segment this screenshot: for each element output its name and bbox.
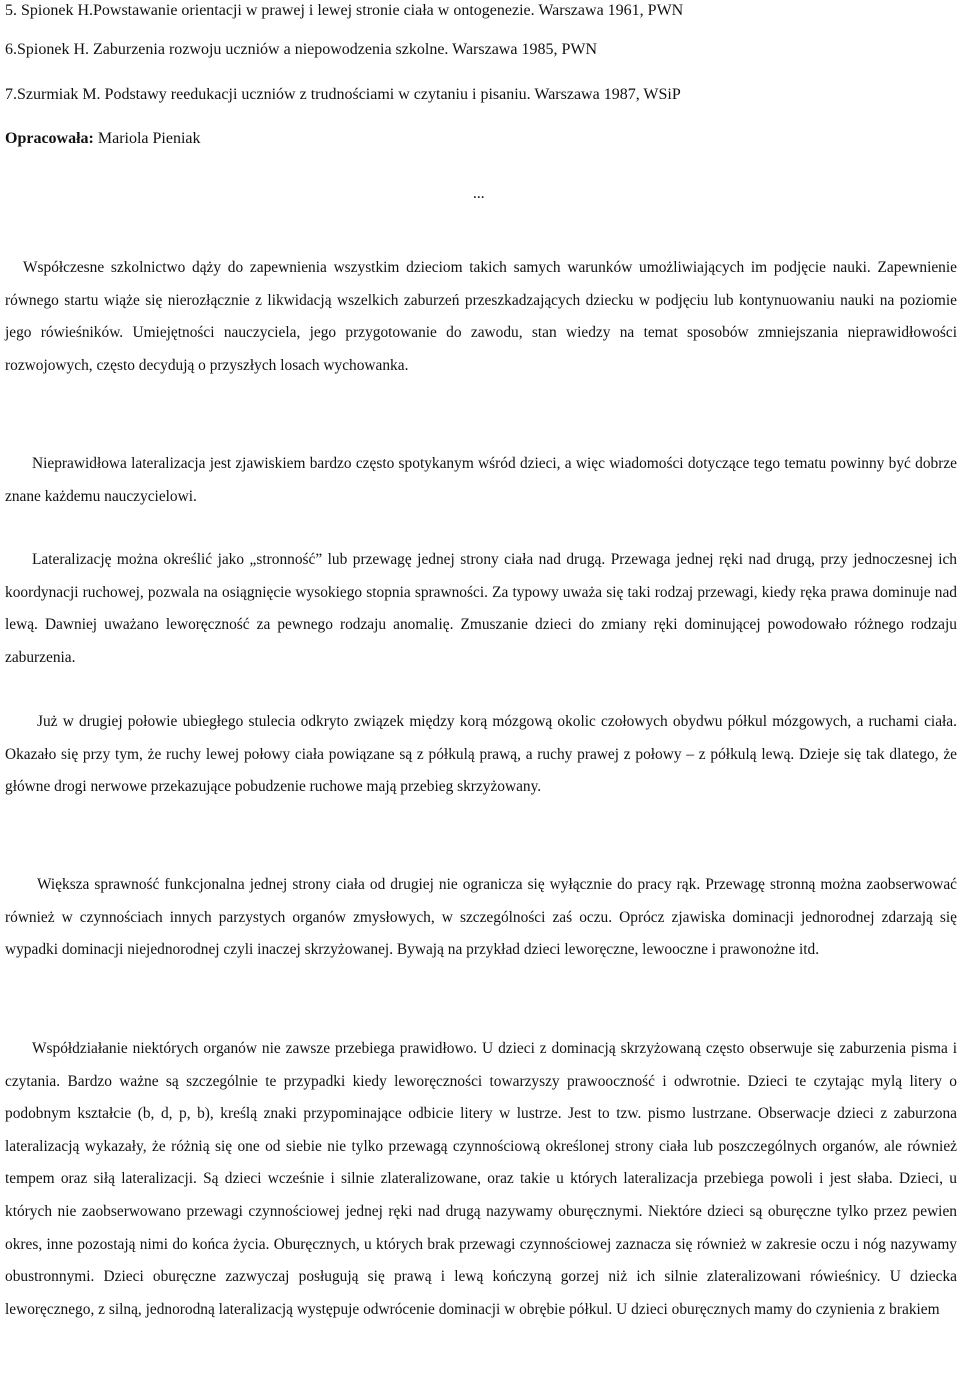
body-paragraph: Współczesne szkolnictwo dąży do zapewnienia wszystkim dzieciom takich samych warunków umożliwiających im podjęcie nauki. Zapewnienie równego startu wiąże się nierozłącznie z likwidacją wszelkich zaburzeń przeszkadzających dziecku w podjęciu lub kontynuowaniu nauki na poziomie jego rówieśników. Umiejętności nauczyciela, jego przygotowanie do zawodu, stan wiedzy na temat sposobów zmniejszania nieprawidłowości rozwojowych, często decydują o przyszłych losach wychowanka. — [5, 259, 957, 374]
reference-item: 6.Spionek H. Zaburzenia rozwoju uczniów a niepowodzenia szkolne. Warszawa 1985, PWN — [5, 41, 598, 58]
reference-item: 7.Szurmiak M. Podstawy reedukacji uczniów z trudnościami w czytaniu i pisaniu. Warszawa 1987, WSiP — [5, 86, 681, 103]
signature-name: Mariola Pieniak — [97, 130, 201, 147]
body-paragraph: Współdziałanie niektórych organów nie zawsze przebiega prawidłowo. U dzieci z dominacją skrzyżowaną często obserwuje się zaburzenia pisma i czytania. Bardzo ważne są szczególnie te przypadki kiedy leworęczności towarzyszy prawooczność i odwrotnie. Dzieci te czytając mylą litery o podobnym kształcie (b, d, p, b), kreślą znaki przypominające odbicie litery w lustrze. Jest to tzw. pismo lustrzane. Obserwacje dzieci z zaburzona lateralizacją wykazały, że różnią się one od siebie nie tylko przewagą czynnościową określonej strony ciała lub poszczególnych organów, ale również tempem oraz siłą lateralizacji. Są dzieci wcześnie i silnie zlateralizowane, oraz takie u których lateralizacja przebiega powoli i jest słaba. Dzieci, u których nie zaobserwowano przewagi czynnościowej jednej ręki nad drugą nazywamy oburęcznymi. Niektóre dzieci są oburęczne tylko przez pewien okres, inne pozostają nimi do końca życia. Oburęcznych, u których brak przewagi czynnościowej zaznacza się również w zakresie oczu i nóg nazywamy obustronnymi. Dzieci oburęczne zazwyczaj posługują się prawą i lewą kończyną gorzej niż ich silnie zlateralizowani rówieśnicy. U dziecka leworęcznego, z silną, jednorodną lateralizacją występuje odwrócenie dominacji w obrębie półkul. U dzieci oburęcznych mamy do czynienia z brakiem — [5, 1040, 957, 1318]
reference-item: 5. Spionek H.Powstawanie orientacji w prawej i lewej stronie ciała w ontogenezie. Warszawa 1961, PWN — [5, 2, 684, 19]
body-paragraph: Większa sprawność funkcjonalna jednej strony ciała od drugiej nie ogranicza się wyłącznie do pracy rąk. Przewagę stronną można zaobserwować również w czynnościach innych parzystych organów zmysłowych, w szczególności zaś oczu. Oprócz zjawiska dominacji jednorodnej zdarzają się wypadki dominacji niejednorodnej czyli inaczej skrzyżowanej. Bywają na przykład dzieci leworęczne, lewooczne i prawonożne itd. — [5, 876, 957, 959]
body-paragraph: Już w drugiej połowie ubiegłego stulecia odkryto związek między korą mózgową okolic czołowych obydwu półkul mózgowych, a ruchami ciała. Okazało się przy tym, że ruchy lewej połowy ciała powiązane są z półkulą prawą, a ruchy prawej z połowy – z półkulą lewą. Dzieje się tak dlatego, że główne drogi nerwowe przekazujące pobudzenie ruchowe mają przebieg skrzyżowany. — [5, 713, 957, 796]
section-separator: ... — [473, 185, 485, 202]
author-signature — [5, 129, 201, 149]
signature-label: Opracowała: — [5, 130, 94, 147]
body-paragraph: Nieprawidłowa lateralizacja jest zjawiskiem bardzo często spotykanym wśród dzieci, a więc wiadomości dotyczące tego tematu powinny być dobrze znane każdemu nauczycielowi. — [5, 455, 957, 505]
body-paragraph: Lateralizację można określić jako „stronność” lub przewagę jednej strony ciała nad drugą. Przewaga jednej ręki nad drugą, przy jednoczesnej ich koordynacji ruchowej, pozwala na osiągnięcie wysokiego stopnia sprawności. Za typowy uważa się taki rodzaj przewagi, kiedy ręka prawa dominuje nad lewą. Dawniej uważano leworęczność za pewnego rodzaju anomalię. Zmuszanie dzieci do zmiany ręki dominującej powodowało różnego rodzaju zaburzenia. — [5, 551, 957, 666]
